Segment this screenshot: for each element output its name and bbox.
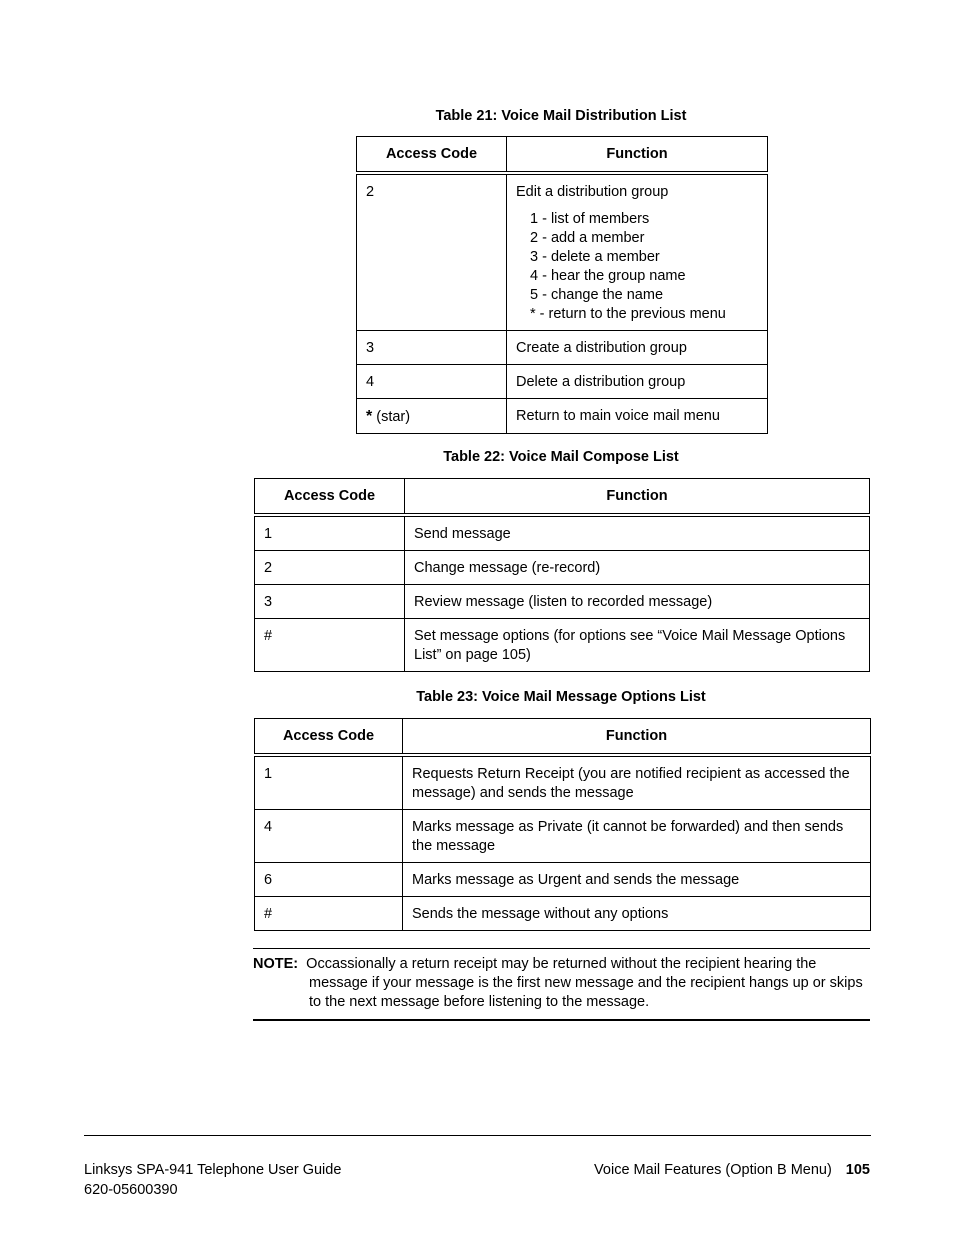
document-number: 620-05600390 — [84, 1182, 178, 1198]
table-22-caption: Table 22: Voice Mail Compose List — [443, 449, 679, 465]
access-code-cell: 1 — [255, 515, 405, 551]
table-row — [255, 619, 870, 672]
table-header-row — [255, 479, 870, 516]
note-body — [253, 955, 870, 1012]
table-row — [255, 863, 871, 897]
table-row — [255, 810, 871, 863]
section-title: Voice Mail Features (Option B Menu) — [594, 1162, 832, 1178]
access-code-cell: 2 — [255, 551, 405, 585]
access-code-cell: 3 — [255, 585, 405, 619]
document-title: Linksys SPA-941 Telephone User Guide — [84, 1162, 342, 1178]
function-cell: Change message (re-record) — [405, 551, 870, 585]
access-code-cell: 4 — [357, 365, 507, 399]
access-code-cell: 2 — [357, 173, 507, 331]
suboption-item: 1 - list of members — [530, 211, 650, 227]
access-code-cell: 3 — [357, 331, 507, 365]
table-header-row — [255, 719, 871, 756]
function-cell: Requests Return Receipt (you are notified recipient as accessed the message) and sends the message — [403, 755, 871, 810]
star-label: (star) — [372, 409, 411, 425]
star-symbol: * — [366, 408, 373, 425]
function-cell: Return to main voice mail menu — [507, 399, 768, 434]
function-cell: Review message (listen to recorded message) — [405, 585, 870, 619]
footer-right — [594, 1160, 870, 1180]
note-text: Occassionally a return receipt may be returned without the recipient hearing the message if your message is the first new message and the recipient hangs up or skips to the next message before listening to the message. — [306, 956, 863, 1010]
access-code-cell: # — [255, 897, 403, 931]
table-21 — [356, 136, 768, 434]
access-code-cell: 1 — [255, 755, 403, 810]
suboption-item: * - return to the previous menu — [530, 306, 726, 322]
table-row — [357, 173, 768, 331]
suboption-item: 4 - hear the group name — [530, 268, 686, 284]
header-function: Function — [403, 719, 871, 756]
header-access-code: Access Code — [255, 479, 405, 516]
table-header-row — [357, 137, 768, 174]
suboption-list — [530, 210, 758, 324]
suboption-item: 2 - add a member — [530, 230, 645, 246]
access-code-cell — [357, 399, 507, 434]
table-row — [357, 331, 768, 365]
table-23 — [254, 718, 871, 931]
function-cell: Marks message as Private (it cannot be forwarded) and then sends the message — [403, 810, 871, 863]
table-23-caption: Table 23: Voice Mail Message Options List — [416, 689, 706, 705]
access-code-cell: 4 — [255, 810, 403, 863]
note-label: NOTE: — [253, 956, 299, 972]
table-row — [255, 585, 870, 619]
function-cell: Delete a distribution group — [507, 365, 768, 399]
suboption-item: 5 - change the name — [530, 287, 664, 303]
table-21-caption: Table 21: Voice Mail Distribution List — [435, 108, 687, 124]
function-cell: Create a distribution group — [507, 331, 768, 365]
suboption-item: 3 - delete a member — [530, 249, 660, 265]
page-number: 105 — [845, 1162, 870, 1178]
function-text: Edit a distribution group — [516, 184, 669, 200]
note-box — [253, 948, 870, 1021]
header-access-code: Access Code — [357, 137, 507, 174]
table-row — [255, 515, 870, 551]
table-row — [357, 399, 768, 434]
function-cell: Send message — [405, 515, 870, 551]
header-access-code: Access Code — [255, 719, 403, 756]
header-function: Function — [507, 137, 768, 174]
footer-left — [84, 1160, 341, 1200]
access-code-cell: 6 — [255, 863, 403, 897]
function-cell: Marks message as Urgent and sends the message — [403, 863, 871, 897]
function-cell — [507, 173, 768, 331]
table-row — [255, 755, 871, 810]
table-row — [255, 551, 870, 585]
table-row — [255, 897, 871, 931]
access-code-cell: # — [255, 619, 405, 672]
function-cell: Set message options (for options see “Voice Mail Message Options List” on page 105) — [405, 619, 870, 672]
header-function: Function — [405, 479, 870, 516]
function-cell: Sends the message without any options — [403, 897, 871, 931]
table-row — [357, 365, 768, 399]
table-22 — [254, 478, 870, 672]
footer-divider — [84, 1135, 871, 1136]
